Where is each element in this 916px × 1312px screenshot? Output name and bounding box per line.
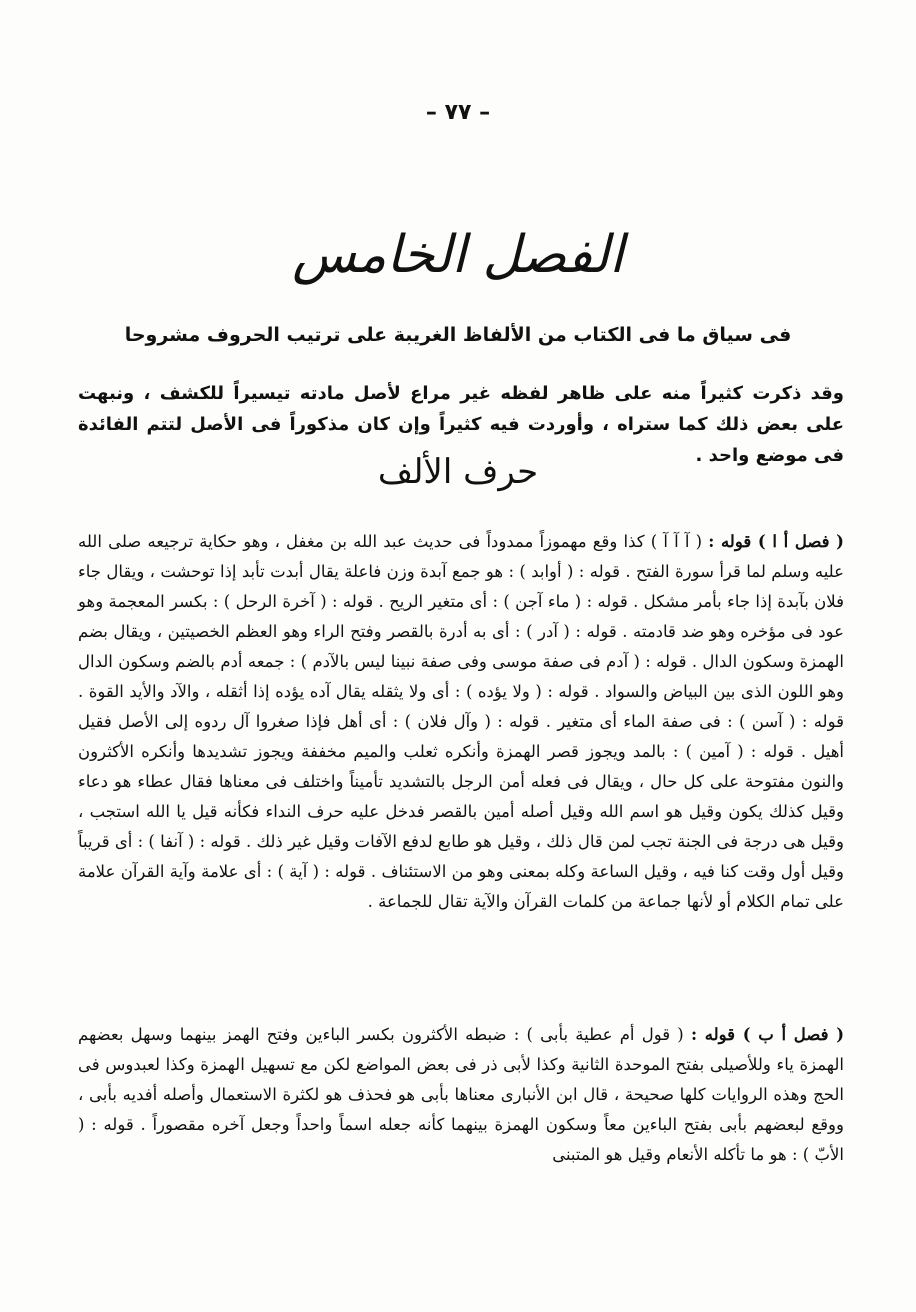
chapter-subtitle: فى سياق ما فى الكتاب من الألفاظ الغريبة على ترتيب الحروف مشروحا	[124, 324, 792, 346]
intro-paragraph: وقد ذكرت كثيراً منه على ظاهر لفظه غير مراع لأصل مادته تيسيراً للكشف ، ونبهت على بعض ذلك كما ستراه ، وأوردت فيه كثيراً وإن كان مذكوراً فى الأصل لتتم الفائدة فى موضع واحد .	[78, 383, 844, 466]
paragraph-text: ( قول أم عطية بأبى ) : ضبطه الأكثرون بكسر الباءين وفتح الهمز بينهما وسهل بعضهم الهمزة ياء وللأصيلى بفتح الموحدة الثانية وكذا لأبى ذر فى بعض المواضع لكن مع تسهيل الهمزة وكذا لعبدوس فى الحج وهذه الروايات كلها صحيحة ، قال ابن الأنبارى معناها بأبى هو فحذف هو لكثرة الاستعمال وأصله أفديه بأبى ، ووقع لبعضهم بأبى بفتح الباءين معاً وسكون الهمزة بينهما كأنه جعله اسماً واحداً وجعل آخره مقصوراً . قوله : ( الأبّ ) : هو ما تأكله الأنعام وقيل هو المتبنى	[78, 1025, 844, 1164]
body-paragraph-alif-ba	[78, 1020, 844, 1170]
paragraph-lead: ( فصل أ ب ) قوله :	[690, 1025, 844, 1044]
page-number: – ٧٧ –	[425, 100, 491, 125]
paragraph-lead: ( فصل أ ا ) قوله :	[708, 532, 844, 551]
chapter-title: الفصل الخامس	[292, 225, 624, 285]
paragraph-text: ( آ آ آ ) كذا وقع مهموزاً ممدوداً فى حديث عبد الله بن مغفل ، وهو حكاية ترجيعه صلى الله عليه وسلم لما قرأ سورة الفتح . قوله : ( أوابد ) : هو جمع آبدة وزن فاعلة يقال أبدت تأبد إذا توحشت ، ويقال جاء فلان بآبدة إذا جاء بأمر مشكل . قوله : ( ماء آجن ) : أى متغير الريح . قوله : ( آخرة الرحل ) : بكسر المعجمة وهو عود فى مؤخره وهو ضد قادمته . قوله : ( آدر ) : أى به أدرة بالقصر وفتح الراء وهو العظم الخصيتين ، ويقال بضم الهمزة وسكون الدال . قوله : ( آدم فى صفة موسى وفى صفة نبينا ليس بالآدم ) : جمعه أدم بالضم وسكون الدال وهو اللون الذى بين البياض والسواد . قوله : ( ولا يؤده ) : أى ولا يثقله يقال آده يؤده إذا أثقله ، والآد والأيد القوة . قوله : ( آسن ) : فى صفة الماء أى متغير . قوله : ( وآل فلان ) : أى أهل فإذا صغروا آل ردوه إلى الأصل فقيل أهيل . قوله : ( آمين ) : بالمد ويجوز قصر الهمزة وأنكره ثعلب والميم مخففة ويجوز تشديدها وأنكره الأكثرون والنون مفتوحة على كل حال ، ويقال فى فعله أمن الرجل بالتشديد تأميناً واختلف فى معناها فقال عطاء هو دعاء وقيل كذلك يكون وقيل هو اسم الله وقيل أصله أمين بالقصر فدخل عليه حرف النداء فكأنه قيل يا الله استجب ، وقيل هى درجة فى الجنة تجب لمن قال ذلك ، وقيل هو طابع لدفع الآفات وقيل غير ذلك . قوله : ( آنفا ) : أى قريباً وقيل أول وقت كنا فيه ، وقيل الساعة وكله بمعنى وهو من الاستئناف . قوله : ( آية ) : أى علامة وآية القرآن علامة على تمام الكلام أو لأنها جماعة من كلمات القرآن والآية تقال للجماعة .	[78, 532, 844, 911]
body-paragraph-alif-alif	[78, 527, 844, 917]
section-heading: حرف الألف	[377, 452, 539, 492]
